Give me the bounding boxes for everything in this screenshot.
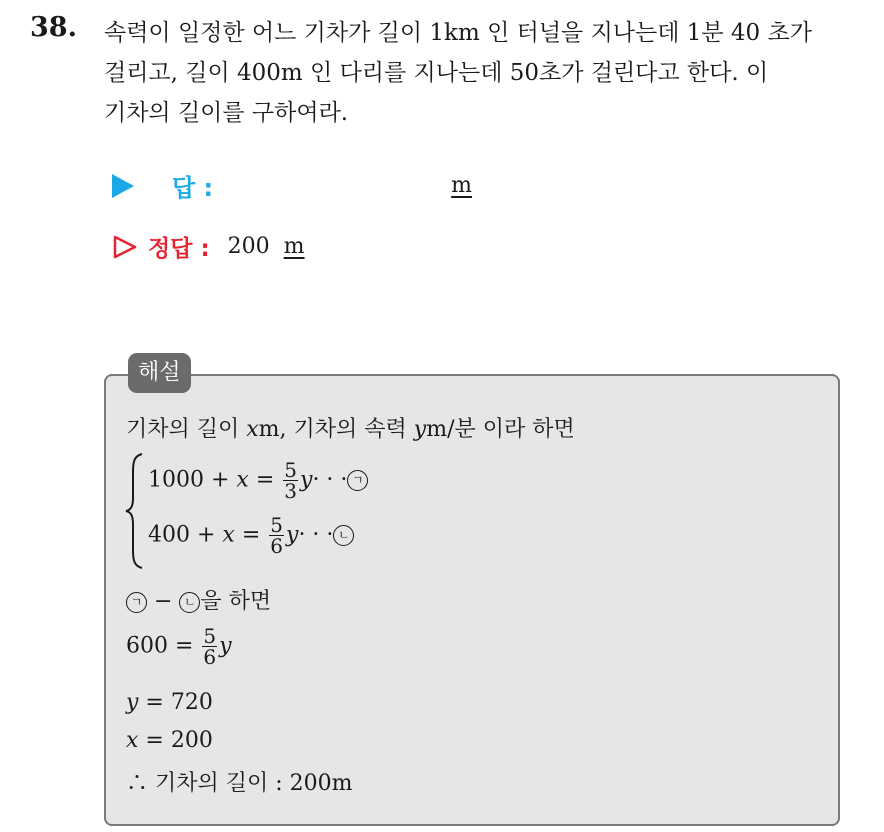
system-brace [124,452,146,570]
equation-3: 600 = $\frac{5}{6}$ y [126,624,232,669]
correct-answer-value: 200 [227,234,270,259]
answer-unit: m [451,173,473,198]
equation-5: x = 200 [126,728,213,753]
subtraction-step: ㄱ − ㄴ 을 하면 [126,584,271,615]
play-icon [112,174,134,198]
correct-answer-label: 정답 : [148,236,210,262]
play-outline-icon [112,234,138,260]
question-line-2: 걸리고, 길이 400m 인 다리를 지나는데 50초가 걸린다고 한다. 이 [104,60,769,86]
question-number: 38. [30,12,77,43]
explanation-intro: 기차의 길이 xm, 기차의 속력 ym/분 이라 하면 [126,417,575,442]
circled-giyeok-icon: ㄱ [347,470,368,491]
conclusion: ∴ 기차의 길이 : 200m [126,771,353,796]
answer-label: 답 : [172,174,214,202]
circled-nieun-icon: ㄴ [333,525,354,546]
equation-2: 400 + x = $\frac{5}{6}$ y· · · ㄴ [148,515,354,556]
equation-1: 1000 + x = $\frac{5}{3}$ y· · · ㄱ [148,460,368,501]
question-line-1: 속력이 일정한 어느 기차가 길이 1km 인 터널을 지나는데 1분 40 초가 [104,20,812,46]
equation-4: y = 720 [126,690,213,715]
circled-giyeok-icon: ㄱ [126,592,147,613]
correct-answer-row [112,230,305,263]
question-line-3: 기차의 길이를 구하여라. [104,100,349,126]
answer-blank[interactable] [213,174,451,198]
circled-nieun-icon: ㄴ [179,592,200,613]
answer-row [112,168,472,203]
correct-answer-unit: m [283,234,305,259]
explanation-tag: 해설 [128,353,191,393]
